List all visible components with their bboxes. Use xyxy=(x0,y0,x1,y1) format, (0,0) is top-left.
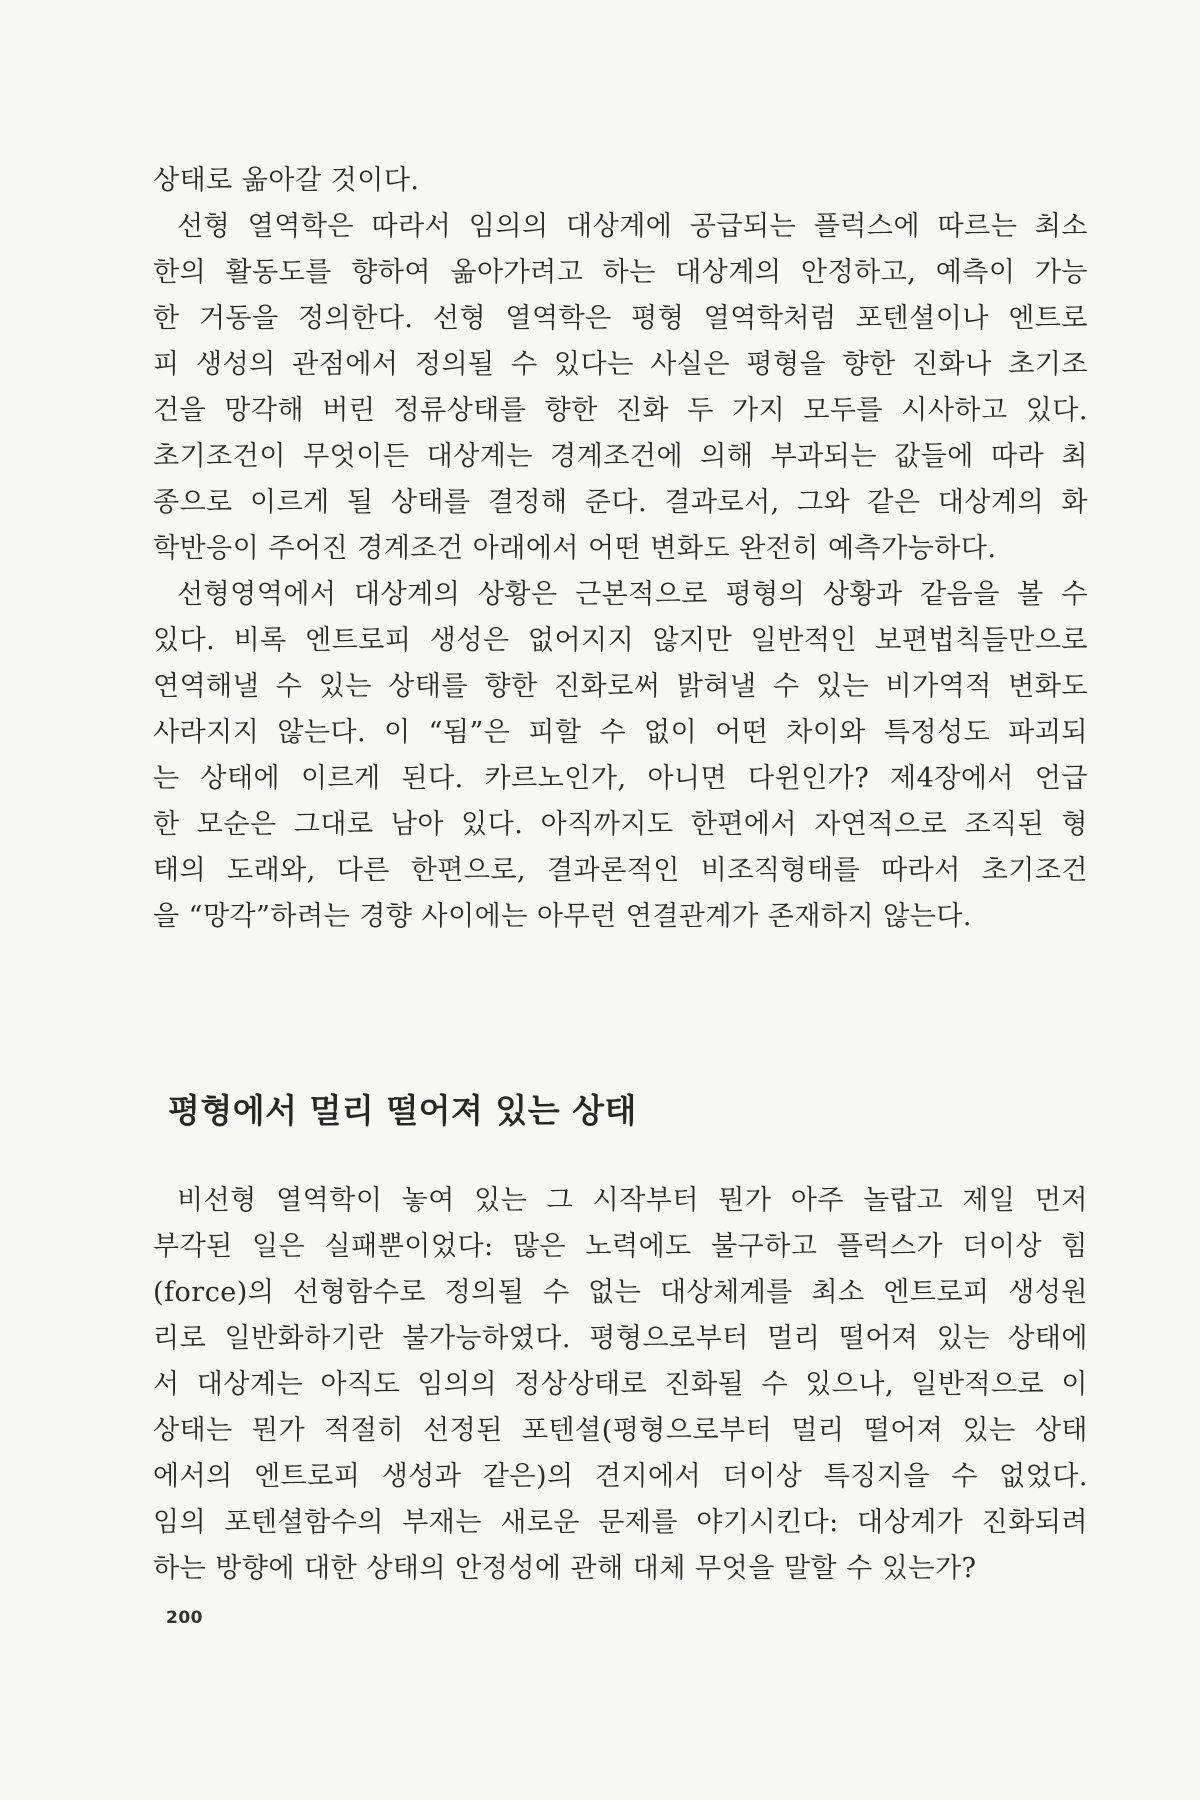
text-line: 선형 열역학은 따라서 임의의 대상계에 공급되는 플럭스에 따르는 최소 xyxy=(177,211,1088,242)
text-line: 부각된 일은 실패뿐이었다: 많은 노력에도 불구하고 플럭스가 더이상 힘 xyxy=(153,1231,1088,1262)
text-line: 비선형 열역학이 놓여 있는 그 시작부터 뭔가 아주 놀랍고 제일 먼저 xyxy=(177,1185,1088,1216)
page-number: 200 xyxy=(166,1608,203,1628)
text-line: 있다. 비록 엔트로피 생성은 없어지지 않지만 일반적인 보편법칙들만으로 xyxy=(153,625,1088,656)
text-line: 상태는 뭔가 적절히 선정된 포텐셜(평형으로부터 멀리 떨어져 있는 상태 xyxy=(153,1415,1088,1446)
text-line: 상태로 옮아갈 것이다. xyxy=(153,165,420,196)
text-line: 하는 방향에 대한 상태의 안정성에 관해 대체 무엇을 말할 수 있는가? xyxy=(153,1553,977,1584)
text-line: 는 상태에 이르게 된다. 카르노인가, 아니면 다윈인가? 제4장에서 언급 xyxy=(153,763,1088,794)
text-line: 한 거동을 정의한다. 선형 열역학은 평형 열역학처럼 포텐셜이나 엔트로 xyxy=(153,303,1088,334)
text-line: 선형영역에서 대상계의 상황은 근본적으로 평형의 상황과 같음을 볼 수 xyxy=(177,579,1088,610)
text-line: 사라지지 않는다. 이 “됨”은 피할 수 없이 어떤 차이와 특정성도 파괴되 xyxy=(153,717,1088,748)
text-line: 초기조건이 무엇이든 대상계는 경계조건에 의해 부과되는 값들에 따라 최 xyxy=(153,441,1088,472)
text-line: (force)의 선형함수로 정의될 수 없는 대상체계를 최소 엔트로피 생성원 xyxy=(153,1277,1088,1308)
text-line: 피 생성의 관점에서 정의될 수 있다는 사실은 평형을 향한 진화나 초기조 xyxy=(153,349,1088,380)
text-line: 건을 망각해 버린 정류상태를 향한 진화 두 가지 모두를 시사하고 있다. xyxy=(153,395,1088,426)
text-line: 에서의 엔트로피 생성과 같은)의 견지에서 더이상 특징지을 수 없었다. xyxy=(153,1461,1088,1492)
text-line: 리로 일반화하기란 불가능하였다. 평형으로부터 멀리 떨어져 있는 상태에 xyxy=(153,1323,1088,1354)
text-line: 학반응이 주어진 경계조건 아래에서 어떤 변화도 완전히 예측가능하다. xyxy=(153,533,997,564)
text-line: 태의 도래와, 다른 한편으로, 결과론적인 비조직형태를 따라서 초기조건 xyxy=(153,855,1088,886)
text-line: 을 “망각”하려는 경향 사이에는 아무런 연결관계가 존재하지 않는다. xyxy=(153,901,972,932)
text-line: 서 대상계는 아직도 임의의 정상상태로 진화될 수 있으나, 일반적으로 이 xyxy=(153,1369,1088,1400)
text-line: 연역해낼 수 있는 상태를 향한 진화로써 밝혀낼 수 있는 비가역적 변화도 xyxy=(153,671,1088,702)
section-heading: 평형에서 멀리 떨어져 있는 상태 xyxy=(168,1091,637,1131)
body-text-bottom xyxy=(153,1178,1088,1592)
text-line: 종으로 이르게 될 상태를 결정해 준다. 결과로서, 그와 같은 대상계의 화 xyxy=(153,487,1088,518)
text-line: 임의 포텐셜함수의 부재는 새로운 문제를 야기시킨다: 대상계가 진화되려 xyxy=(153,1507,1088,1538)
text-line: 한의 활동도를 향하여 옮아가려고 하는 대상계의 안정하고, 예측이 가능 xyxy=(153,257,1088,288)
body-text-top xyxy=(153,158,1088,940)
text-line: 한 모순은 그대로 남아 있다. 아직까지도 한편에서 자연적으로 조직된 형 xyxy=(153,809,1088,840)
